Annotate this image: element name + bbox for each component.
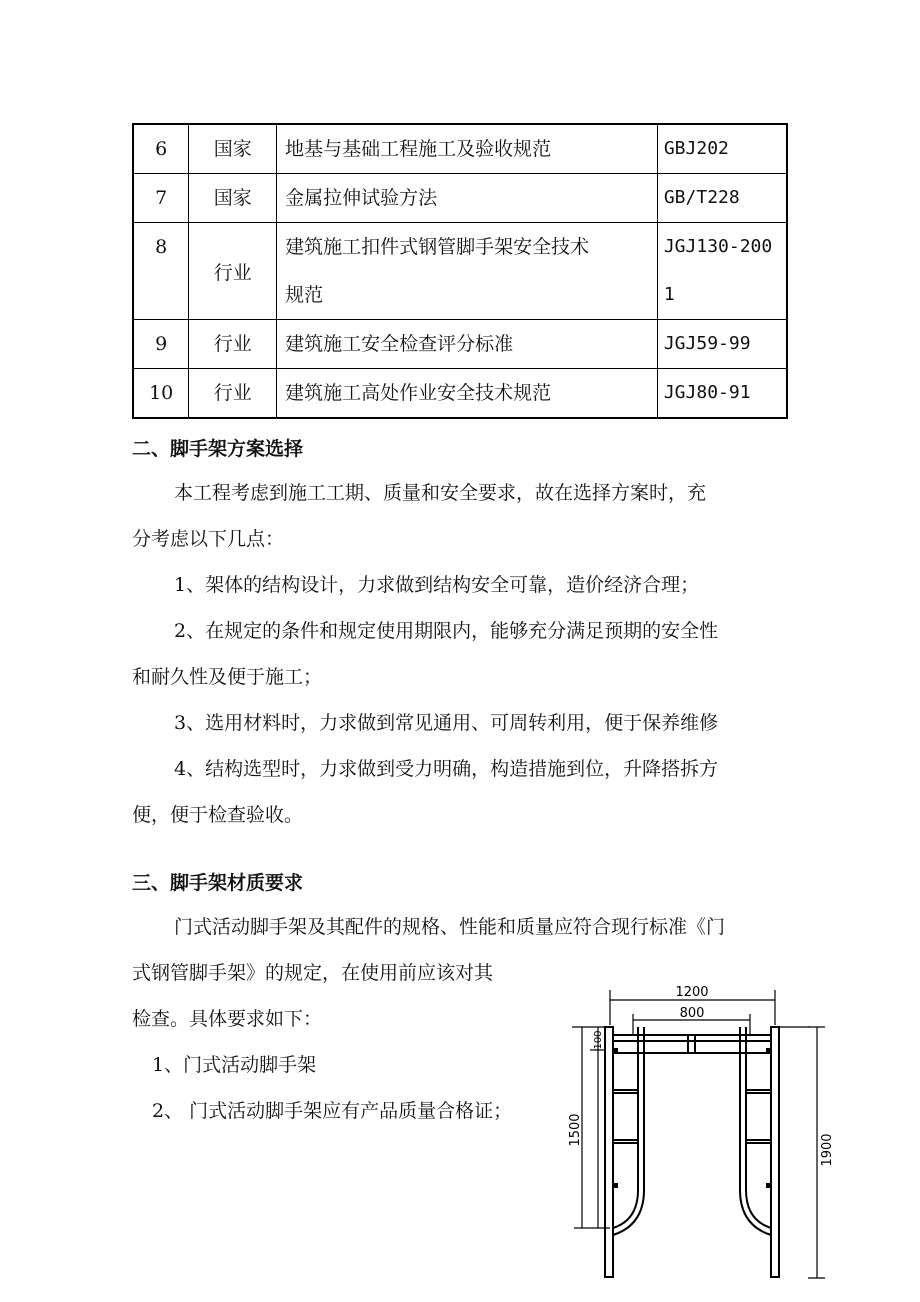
row-number: 7: [133, 174, 189, 223]
row-level: 国家: [189, 124, 277, 174]
row-code-line2: 1: [663, 284, 675, 305]
row-name-line1: 建筑施工扣件式钢管脚手架安全技术: [285, 236, 590, 258]
row-code: GB/T228: [657, 174, 787, 223]
row-number: 6: [133, 124, 189, 174]
table-row: [133, 369, 787, 419]
section3-heading: 三、脚手架材质要求: [132, 872, 304, 894]
row-name: [277, 223, 658, 320]
table-row: [133, 320, 787, 369]
row-number: 10: [133, 369, 189, 419]
dim-height-total: 1900: [820, 1133, 835, 1167]
dim-height-inner: 1500: [568, 1113, 583, 1147]
dim-inner-width: 800: [679, 1006, 705, 1021]
section3-item1: 1、门式活动脚手架: [152, 1054, 317, 1076]
row-name: 地基与基础工程施工及验收规范: [277, 124, 658, 174]
section3-intro-line2: 式钢管脚手架》的规定，在使用前应该对其: [132, 962, 494, 984]
section3-intro-line3: 检查。具体要求如下：: [132, 1008, 323, 1030]
row-code-line1: JGJ130-200: [663, 236, 773, 257]
table-row: [133, 223, 787, 320]
section2-item3: 3、选用材料时，力求做到常见通用、可周转利用，便于保养维修: [174, 712, 719, 734]
row-code: JGJ80-91: [657, 369, 787, 419]
dim-top: 100: [593, 1030, 604, 1050]
table-row: [133, 124, 787, 174]
row-code: [657, 223, 787, 320]
row-name: 建筑施工安全检查评分标准: [277, 320, 658, 369]
row-number: 9: [133, 320, 189, 369]
table-row: [133, 174, 787, 223]
section2-item4-line1: 4、结构选型时，力求做到受力明确，构造措施到位，升降搭拆方: [174, 758, 719, 780]
section2-item1: 1、架体的结构设计，力求做到结构安全可靠，造价经济合理；: [174, 574, 700, 596]
row-level: 行业: [189, 320, 277, 369]
section2-intro-line1: 本工程考虑到施工工期、质量和安全要求，故在选择方案时，充: [174, 482, 707, 504]
row-number: 8: [133, 223, 189, 320]
row-name-line2: 规范: [285, 284, 324, 306]
row-level: 国家: [189, 174, 277, 223]
section3-item2: 2、 门式活动脚手架应有产品质量合格证；: [152, 1100, 513, 1122]
row-name: 建筑施工高处作业安全技术规范: [277, 369, 658, 419]
standards-table: [132, 123, 788, 419]
row-code: GBJ202: [657, 124, 787, 174]
section2-item2-line2: 和耐久性及便于施工；: [132, 666, 323, 688]
section2-item2-line1: 2、在规定的条件和规定使用期限内，能够充分满足预期的安全性: [174, 620, 719, 642]
row-code: JGJ59-99: [657, 320, 787, 369]
section2-item4-line2: 便，便于检查验收。: [132, 804, 304, 826]
section2-heading: 二、脚手架方案选择: [132, 438, 304, 460]
section2-body: [132, 470, 792, 838]
section3-intro-line1: 门式活动脚手架及其配件的规格、性能和质量应符合现行标准《门: [174, 916, 726, 938]
scaffold-drawing: [560, 980, 920, 1300]
dim-outer-width: 1200: [675, 985, 709, 1000]
row-level: 行业: [189, 223, 277, 320]
row-name: 金属拉伸试验方法: [277, 174, 658, 223]
row-level: 行业: [189, 369, 277, 419]
section2-intro-line2: 分考虑以下几点：: [132, 528, 285, 550]
